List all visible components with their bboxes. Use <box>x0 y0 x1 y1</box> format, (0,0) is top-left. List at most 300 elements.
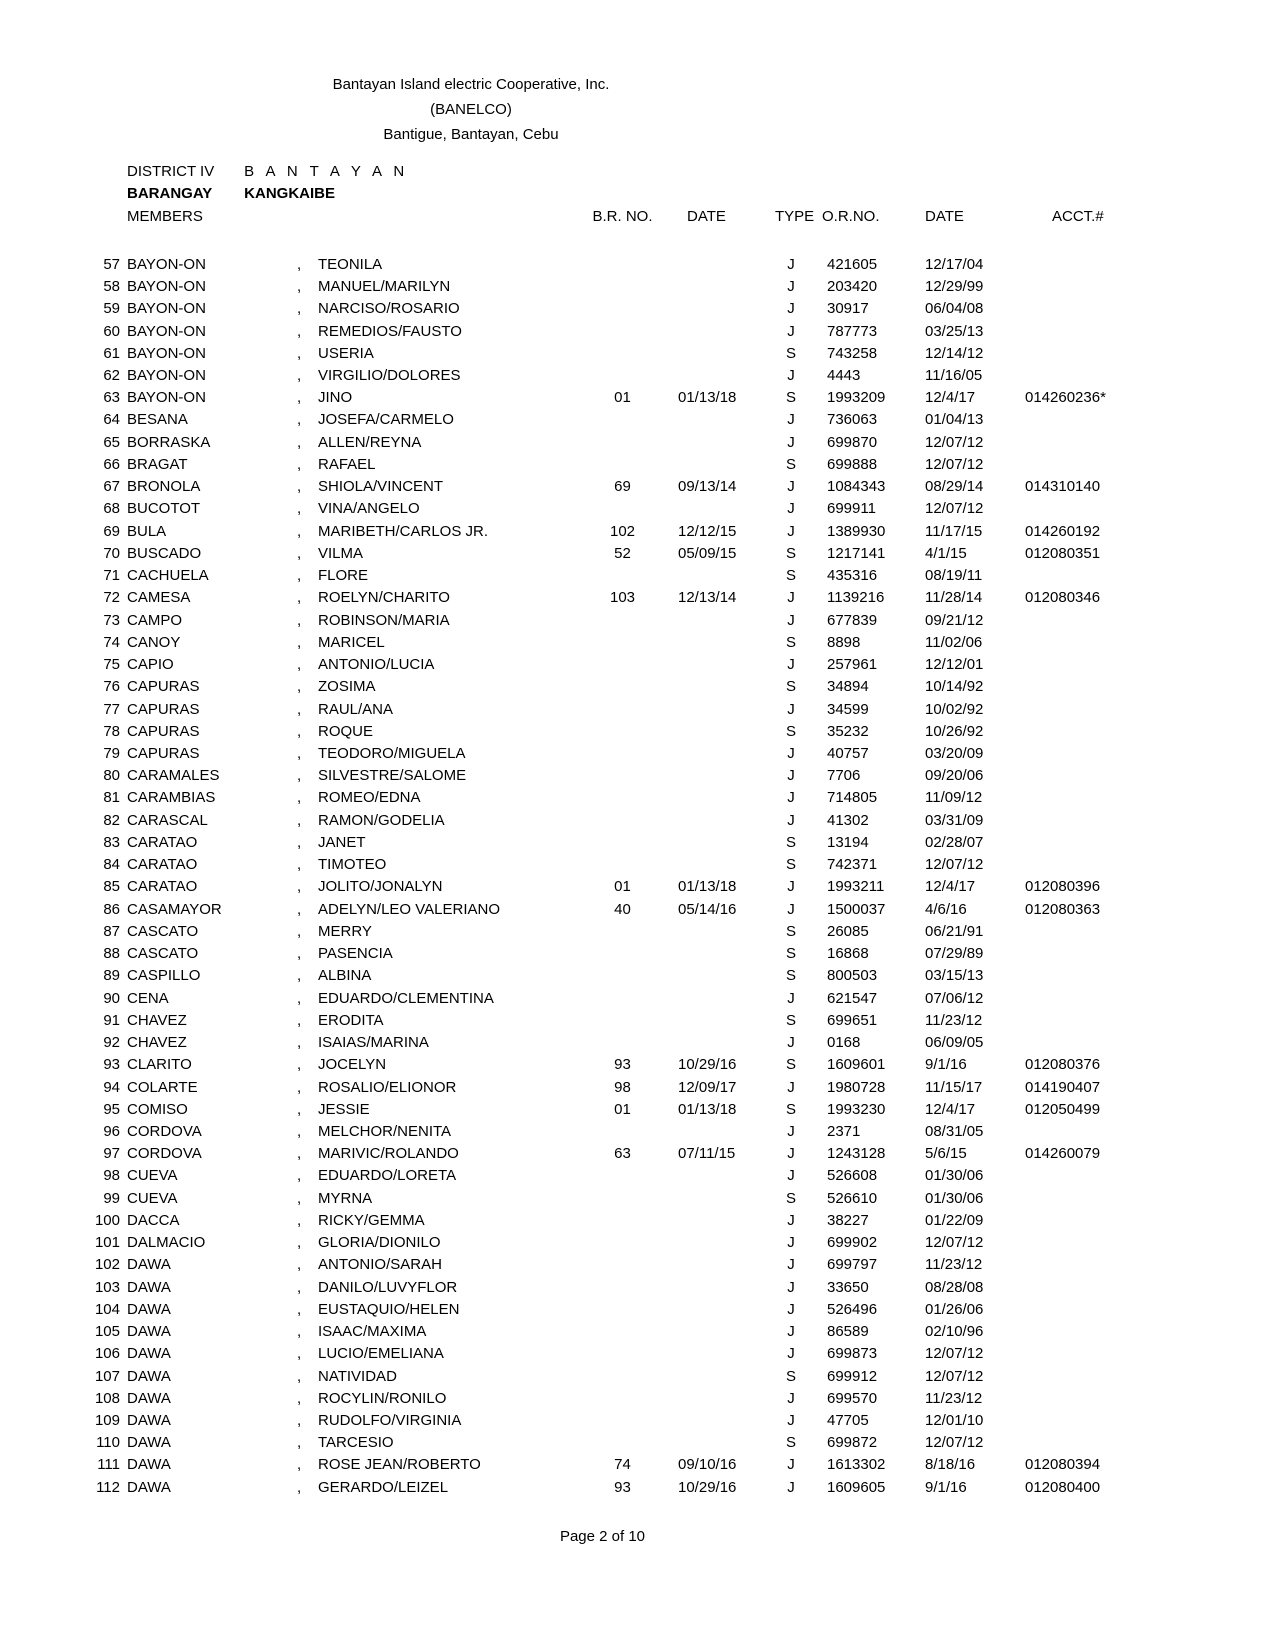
member-number: 82 <box>103 811 120 829</box>
table-row <box>0 787 1155 809</box>
or-number: 203420 <box>827 278 878 296</box>
member-number: 89 <box>103 967 120 985</box>
or-number: 33650 <box>827 1278 869 1296</box>
name-separator: , <box>297 1256 302 1274</box>
name-separator: , <box>297 1100 302 1118</box>
br-date <box>660 1032 775 1054</box>
member-surname: BAYON-ON <box>127 367 206 384</box>
member-given-name: REMEDIOS/FAUSTO <box>318 322 462 340</box>
or-date: 07/06/12 <box>925 989 984 1007</box>
member-number: 77 <box>103 700 120 718</box>
br-number: 01 <box>614 878 631 896</box>
membership-type: J <box>787 1478 795 1496</box>
br-number <box>585 1010 660 1032</box>
br-number <box>585 1165 660 1187</box>
member-number: 79 <box>103 744 120 762</box>
table-row <box>0 610 1155 632</box>
br-number: 40 <box>614 900 631 918</box>
member-surname: DAWA <box>127 1389 171 1407</box>
member-number: 67 <box>103 478 120 496</box>
table-row <box>0 521 1155 543</box>
name-separator: , <box>297 633 302 651</box>
or-number: 699872 <box>827 1434 878 1452</box>
membership-type: S <box>785 722 796 740</box>
or-number: 699902 <box>827 1234 878 1252</box>
table-row <box>0 1210 1155 1232</box>
member-number: 111 <box>97 1456 120 1474</box>
account-number <box>1020 1321 1155 1343</box>
membership-type: J <box>787 522 795 540</box>
table-row <box>0 1321 1155 1343</box>
member-given-name: PASENCIA <box>318 945 393 963</box>
or-date: 12/07/12 <box>925 500 984 518</box>
account-number <box>1020 498 1155 520</box>
or-date: 06/09/05 <box>925 1034 984 1052</box>
or-number: 699873 <box>827 1345 878 1363</box>
or-date: 11/28/14 <box>925 589 983 607</box>
membership-type: J <box>787 811 795 829</box>
table-row <box>0 965 1155 987</box>
member-surname: BAYON-ON <box>127 300 206 318</box>
member-number: 110 <box>96 1434 120 1452</box>
or-date: 9/1/16 <box>925 1056 967 1074</box>
or-date: 01/22/09 <box>925 1211 984 1229</box>
or-date: 11/23/12 <box>925 1389 983 1407</box>
member-number: 70 <box>103 544 120 562</box>
membership-type: J <box>787 322 795 340</box>
br-date <box>660 343 775 365</box>
membership-type: S <box>785 389 796 407</box>
account-number <box>1020 1232 1155 1254</box>
name-separator: , <box>297 856 302 874</box>
member-surname: CLARITO <box>127 1056 192 1074</box>
members-table <box>0 206 1155 1499</box>
name-separator: , <box>297 1412 302 1430</box>
table-row <box>0 1432 1155 1454</box>
member-given-name: SILVESTRE/SALOME <box>318 767 467 785</box>
name-separator: , <box>297 900 302 918</box>
br-date <box>660 765 775 787</box>
or-date: 12/07/12 <box>925 433 984 451</box>
account-number <box>1020 743 1155 765</box>
district-label: DISTRICT IV <box>127 163 215 180</box>
membership-type: J <box>787 1456 795 1474</box>
name-separator: , <box>297 656 302 674</box>
member-surname: DAWA <box>127 1278 171 1296</box>
or-number: 4443 <box>827 367 861 384</box>
name-separator: , <box>297 300 302 318</box>
account-number <box>1020 1032 1155 1054</box>
name-separator: , <box>297 478 302 496</box>
column-header-date2: DATE <box>925 207 964 225</box>
member-given-name: ROBINSON/MARIA <box>318 611 450 629</box>
member-surname: CHAVEZ <box>127 1034 187 1052</box>
or-number: 86589 <box>827 1323 869 1341</box>
br-date <box>660 1277 775 1299</box>
member-number: 98 <box>103 1167 120 1185</box>
account-number <box>1020 1121 1155 1143</box>
br-number <box>585 1188 660 1210</box>
member-number: 57 <box>103 255 120 273</box>
br-number: 52 <box>614 544 631 562</box>
br-number <box>585 565 660 587</box>
name-separator: , <box>297 411 302 429</box>
or-number: 1993230 <box>827 1100 886 1118</box>
membership-type: S <box>785 1434 796 1452</box>
br-number <box>585 1254 660 1276</box>
br-number <box>585 765 660 787</box>
member-surname: DAWA <box>127 1345 171 1363</box>
table-row <box>0 387 1155 409</box>
membership-type: S <box>785 1056 796 1074</box>
br-date: 10/29/16 <box>678 1478 737 1496</box>
name-separator: , <box>297 544 302 562</box>
account-number <box>1020 854 1155 876</box>
br-date <box>660 832 775 854</box>
name-separator: , <box>297 1456 302 1474</box>
membership-type: S <box>785 1189 796 1207</box>
member-number: 108 <box>94 1389 120 1407</box>
member-number: 88 <box>103 945 120 963</box>
table-row <box>0 298 1155 320</box>
member-given-name: EUSTAQUIO/HELEN <box>318 1300 460 1318</box>
table-row <box>0 476 1155 498</box>
or-number: 1993211 <box>827 878 885 896</box>
membership-type: J <box>787 656 795 674</box>
member-number: 74 <box>103 633 120 651</box>
account-number <box>1020 1254 1155 1276</box>
table-row <box>0 1077 1155 1099</box>
br-number: 69 <box>614 478 631 496</box>
member-given-name: VILMA <box>318 544 364 562</box>
member-number: 75 <box>103 656 120 674</box>
member-given-name: NATIVIDAD <box>318 1367 397 1385</box>
account-number <box>1020 1210 1155 1232</box>
member-number: 112 <box>96 1478 120 1496</box>
br-number <box>585 1210 660 1232</box>
br-number <box>585 988 660 1010</box>
br-number <box>585 1121 660 1143</box>
member-surname: DAWA <box>127 1412 171 1430</box>
br-number <box>585 1321 660 1343</box>
member-surname: CARATAO <box>127 833 198 851</box>
account-number <box>1020 1165 1155 1187</box>
account-number <box>1020 965 1155 987</box>
or-number: 1993209 <box>827 389 886 407</box>
br-number <box>585 365 660 387</box>
or-date: 12/07/12 <box>925 1345 984 1363</box>
or-number: 0168 <box>827 1034 861 1052</box>
br-date: 01/13/18 <box>678 1100 737 1118</box>
member-given-name: RAUL/ANA <box>318 700 394 718</box>
name-separator: , <box>297 500 302 518</box>
member-number: 60 <box>103 322 120 340</box>
membership-type: S <box>785 945 796 963</box>
table-row <box>0 1366 1155 1388</box>
br-number <box>585 1388 660 1410</box>
membership-type: J <box>787 411 795 429</box>
name-separator: , <box>297 589 302 607</box>
member-number: 97 <box>103 1145 120 1163</box>
member-number: 107 <box>94 1367 120 1385</box>
account-number <box>1020 1366 1155 1388</box>
name-separator: , <box>297 989 302 1007</box>
membership-type: S <box>785 1367 796 1385</box>
account-number <box>1020 1432 1155 1454</box>
member-surname: CARATAO <box>127 878 198 896</box>
br-date <box>660 1010 775 1032</box>
br-number <box>585 454 660 476</box>
or-date: 12/07/12 <box>925 1367 984 1385</box>
name-separator: , <box>297 344 302 362</box>
table-row <box>0 1099 1155 1121</box>
name-separator: , <box>297 455 302 473</box>
account-number <box>1020 610 1155 632</box>
member-given-name: TEONILA <box>318 255 383 273</box>
account-number <box>1020 676 1155 698</box>
membership-type: S <box>785 1011 796 1029</box>
table-row <box>0 699 1155 721</box>
or-number: 699912 <box>827 1367 878 1385</box>
name-separator: , <box>297 1478 302 1496</box>
br-date: 09/10/16 <box>678 1456 737 1474</box>
name-separator: , <box>297 967 302 985</box>
membership-type: J <box>787 900 795 918</box>
or-number: 526610 <box>827 1189 878 1207</box>
account-number <box>1020 943 1155 965</box>
or-number: 35232 <box>827 722 869 740</box>
account-number: 012080346 <box>1025 589 1101 607</box>
member-given-name: NARCISO/ROSARIO <box>318 300 460 318</box>
member-surname: CAPURAS <box>127 722 200 740</box>
table-row <box>0 1232 1155 1254</box>
member-given-name: JOLITO/JONALYN <box>318 878 443 896</box>
name-separator: , <box>297 1078 302 1096</box>
member-number: 100 <box>94 1211 120 1229</box>
or-date: 12/29/99 <box>925 278 984 296</box>
account-number <box>1020 765 1155 787</box>
member-given-name: USERIA <box>318 344 374 362</box>
membership-type: J <box>787 300 795 318</box>
br-date <box>660 276 775 298</box>
br-number <box>585 1299 660 1321</box>
account-number: 012080396 <box>1025 878 1101 896</box>
member-given-name: MYRNA <box>318 1189 373 1207</box>
spacer-row <box>0 228 1155 254</box>
or-number: 736063 <box>827 411 878 429</box>
or-number: 1609601 <box>827 1056 886 1074</box>
table-row <box>0 1477 1155 1499</box>
or-date: 07/29/89 <box>925 945 984 963</box>
br-date <box>660 610 775 632</box>
or-date: 12/4/17 <box>925 389 976 407</box>
member-surname: CACHUELA <box>127 567 209 585</box>
or-date: 09/20/06 <box>925 767 984 785</box>
or-date: 12/07/12 <box>925 455 984 473</box>
br-date <box>660 254 775 276</box>
table-row <box>0 943 1155 965</box>
or-number: 257961 <box>827 656 878 674</box>
member-surname: CUEVA <box>127 1189 178 1207</box>
member-given-name: ALBINA <box>318 967 372 985</box>
member-surname: DALMACIO <box>127 1234 206 1252</box>
table-row <box>0 409 1155 431</box>
br-date <box>660 454 775 476</box>
br-number <box>585 276 660 298</box>
company-acronym: (BANELCO) <box>430 101 512 118</box>
account-number <box>1020 409 1155 431</box>
account-number: 014260079 <box>1025 1145 1101 1163</box>
br-number <box>585 632 660 654</box>
name-separator: , <box>297 1234 302 1252</box>
membership-type: J <box>787 878 795 896</box>
membership-type: J <box>787 611 795 629</box>
member-number: 106 <box>94 1345 120 1363</box>
member-given-name: VIRGILIO/DOLORES <box>318 367 461 384</box>
name-separator: , <box>297 1145 302 1163</box>
table-header-row <box>0 206 1155 228</box>
member-surname: CHAVEZ <box>127 1011 187 1029</box>
name-separator: , <box>297 678 302 696</box>
or-date: 03/25/13 <box>925 322 984 340</box>
br-date <box>660 787 775 809</box>
or-number: 526608 <box>827 1167 878 1185</box>
or-number: 1217141 <box>827 544 886 562</box>
or-number: 1609605 <box>827 1478 886 1496</box>
membership-type: S <box>785 967 796 985</box>
name-separator: , <box>297 611 302 629</box>
br-number <box>585 721 660 743</box>
br-number <box>585 254 660 276</box>
br-date: 12/12/15 <box>678 522 737 540</box>
br-number <box>585 854 660 876</box>
member-given-name: ROCYLIN/RONILO <box>318 1389 447 1407</box>
account-number <box>1020 1188 1155 1210</box>
br-number: 01 <box>614 389 631 407</box>
table-row <box>0 632 1155 654</box>
member-number: 76 <box>103 678 120 696</box>
br-number <box>585 409 660 431</box>
member-surname: CANOY <box>127 633 181 651</box>
name-separator: , <box>297 1300 302 1318</box>
name-separator: , <box>297 744 302 762</box>
or-number: 7706 <box>827 767 861 785</box>
member-given-name: MARICEL <box>318 633 385 651</box>
member-surname: DAWA <box>127 1300 171 1318</box>
column-header-acct: ACCT.# <box>1052 207 1104 225</box>
member-given-name: ROMEO/EDNA <box>318 789 421 807</box>
member-surname: DAWA <box>127 1456 171 1474</box>
table-row <box>0 543 1155 565</box>
account-number <box>1020 832 1155 854</box>
or-date: 08/31/05 <box>925 1122 984 1140</box>
membership-type: J <box>787 1078 795 1096</box>
member-given-name: MARIBETH/CARLOS JR. <box>318 522 489 540</box>
account-number <box>1020 654 1155 676</box>
table-row <box>0 1388 1155 1410</box>
member-surname: BULA <box>127 522 167 540</box>
table-row <box>0 1054 1155 1076</box>
or-number: 699570 <box>827 1389 878 1407</box>
member-number: 66 <box>103 455 120 473</box>
column-header-br-no: B.R. NO. <box>592 207 653 225</box>
member-number: 93 <box>103 1056 120 1074</box>
member-surname: CASPILLO <box>127 967 201 985</box>
br-number <box>585 921 660 943</box>
br-date <box>660 676 775 698</box>
header-spacer <box>290 206 310 228</box>
account-number: 014260192 <box>1025 522 1101 540</box>
member-number: 63 <box>103 389 120 407</box>
table-row <box>0 1343 1155 1365</box>
membership-type: J <box>787 278 795 296</box>
or-number: 699888 <box>827 455 878 473</box>
or-number: 421605 <box>827 255 878 273</box>
account-number <box>1020 365 1155 387</box>
member-surname: DAWA <box>127 1478 171 1496</box>
or-date: 01/30/06 <box>925 1167 984 1185</box>
name-separator: , <box>297 811 302 829</box>
table-row <box>0 854 1155 876</box>
or-date: 5/6/15 <box>925 1145 967 1163</box>
membership-type: S <box>785 633 796 651</box>
or-date: 02/10/96 <box>925 1323 984 1341</box>
or-date: 03/20/09 <box>925 744 984 762</box>
member-number: 90 <box>103 989 120 1007</box>
member-surname: DACCA <box>127 1211 180 1229</box>
br-date <box>660 321 775 343</box>
name-separator: , <box>297 322 302 340</box>
member-number: 80 <box>103 767 120 785</box>
or-number: 699911 <box>827 500 876 518</box>
member-number: 85 <box>103 878 120 896</box>
name-separator: , <box>297 1345 302 1363</box>
member-given-name: ERODITA <box>318 1011 384 1029</box>
or-number: 621547 <box>827 989 878 1007</box>
table-row <box>0 1121 1155 1143</box>
membership-type: J <box>787 1034 795 1052</box>
or-date: 01/30/06 <box>925 1189 984 1207</box>
table-row <box>0 343 1155 365</box>
account-number <box>1020 254 1155 276</box>
table-row <box>0 832 1155 854</box>
table-row <box>0 365 1155 387</box>
br-date <box>660 632 775 654</box>
br-date <box>660 1366 775 1388</box>
member-given-name: TIMOTEO <box>318 856 387 874</box>
or-number: 34894 <box>827 678 869 696</box>
br-date <box>660 988 775 1010</box>
member-surname: CENA <box>127 989 169 1007</box>
or-number: 34599 <box>827 700 869 718</box>
member-surname: CASCATO <box>127 945 199 963</box>
member-given-name: ROSALIO/ELIONOR <box>318 1078 457 1096</box>
or-date: 11/23/12 <box>925 1011 983 1029</box>
or-date: 12/4/17 <box>925 1100 976 1118</box>
name-separator: , <box>297 433 302 451</box>
br-date: 01/13/18 <box>678 878 737 896</box>
or-number: 47705 <box>827 1412 869 1430</box>
member-number: 101 <box>94 1234 120 1252</box>
account-number <box>1020 787 1155 809</box>
member-given-name: MELCHOR/NENITA <box>318 1122 452 1140</box>
br-date <box>660 432 775 454</box>
member-surname: CAMPO <box>127 611 183 629</box>
or-number: 800503 <box>827 967 878 985</box>
or-date: 02/28/07 <box>925 833 984 851</box>
account-number <box>1020 1388 1155 1410</box>
table-row <box>0 743 1155 765</box>
